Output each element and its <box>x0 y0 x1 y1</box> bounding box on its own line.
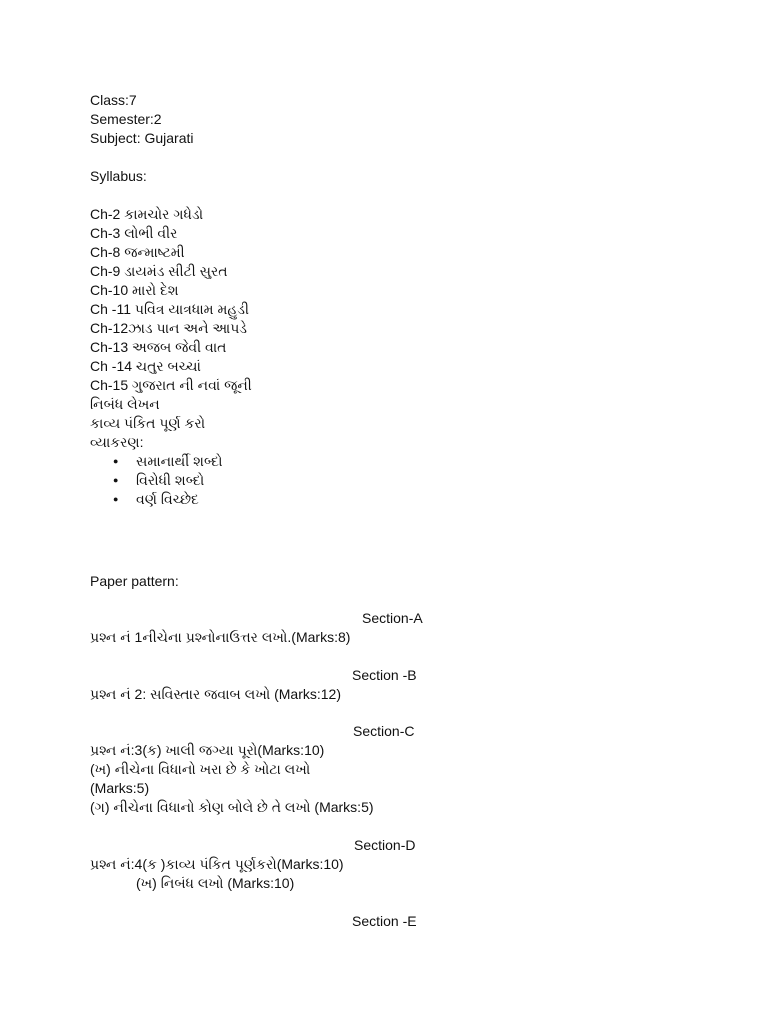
grammar-item: ● વિરોધી શબ્દો <box>90 471 730 490</box>
chapter-item: Ch-12ઝાડ પાન અને આપડે <box>90 320 247 336</box>
chapter-item: Ch-13 અજબ જેવી વાત <box>90 339 227 355</box>
section-e-heading <box>90 912 730 931</box>
class-label: Class:7 <box>90 92 137 108</box>
question-line: (ખ) નિબંધ લખો (Marks:10) <box>136 875 295 891</box>
chapter-item: Ch-8 જન્માષ્ટમી <box>90 244 185 260</box>
chapter-list <box>90 205 730 452</box>
grammar-list <box>90 452 730 509</box>
question-line: પ્રશ્ન નં:3(ક) ખાલી જગ્યા પૂરો(Marks:10) <box>90 742 325 758</box>
chapter-item: Ch -11 પવિત્ર યાત્રધામ મહુડી <box>90 301 249 317</box>
chapter-item: Ch-15 ગુજરાત ની નવાં જૂની <box>90 377 252 393</box>
paper-pattern-title: Paper pattern: <box>90 573 179 589</box>
question-line: પ્રશ્ન નં 1નીચેના પ્રશ્નોનાઉત્તર લખો.(Marks:8) <box>90 629 351 645</box>
chapter-item: Ch-2 કામચોર ગધેડો <box>90 206 204 222</box>
grammar-item: ● સમાનાર્થી શબ્દો <box>90 452 730 471</box>
question-line: પ્રશ્ન નં:4(ક )કાવ્ય પંકિત પૂર્ણકરો(Marks:10) <box>90 856 344 872</box>
chapter-item: Ch -14 ચતુર બચ્ચાં <box>90 358 201 374</box>
syllabus-title: Syllabus: <box>90 168 147 184</box>
section-d-heading <box>90 836 730 855</box>
question-line: (ગ) નીચેના વિધાનો કોણ બોલે છે તે લખો (Marks:5) <box>90 799 374 815</box>
grammar-item: ● વર્ણ વિચ્છેદ <box>90 490 730 509</box>
section-heading-text: Section-D <box>354 837 416 853</box>
poem-completion-item: કાવ્ય પંકિત પૂર્ણ કરો <box>90 415 206 431</box>
question-line: પ્રશ્ન નં 2: સવિસ્તાર જવાબ લખો (Marks:12) <box>90 686 342 702</box>
section-heading-text: Section -E <box>352 913 417 929</box>
chapter-item: Ch-9 ડાયમંડ સીટી સુરત <box>90 263 228 279</box>
question-line: (Marks:5) <box>90 780 150 796</box>
section-b-heading <box>90 666 730 685</box>
section-heading-text: Section -B <box>352 667 417 683</box>
semester-label: Semester:2 <box>90 111 162 127</box>
grammar-heading: વ્યાકરણ: <box>90 434 144 450</box>
section-c-heading <box>90 722 730 741</box>
document-page <box>90 91 730 931</box>
subject-label: Subject: Gujarati <box>90 130 194 146</box>
section-a-heading <box>90 609 730 628</box>
section-heading-text: Section-C <box>353 723 415 739</box>
section-heading-text: Section-A <box>362 610 423 626</box>
chapter-item: Ch-3 લોભી વીર <box>90 225 178 241</box>
chapter-item: Ch-10 મારો દેશ <box>90 282 179 298</box>
essay-writing-item: નિબંધ લેખન <box>90 396 160 412</box>
question-line: (ખ) નીચેના વિધાનો ખરા છે કે ખોટા લખો <box>90 761 311 777</box>
